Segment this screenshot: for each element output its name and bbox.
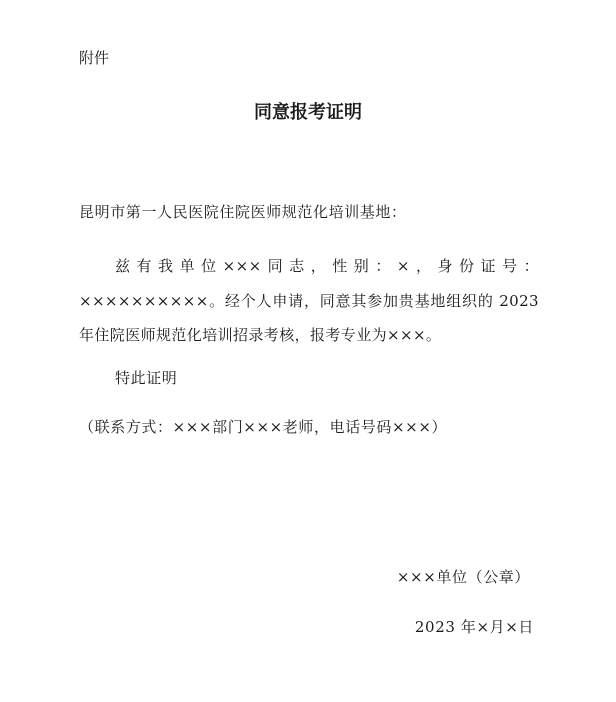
document-title: 同意报考证明 (254, 102, 362, 123)
body-paragraph: 兹有我单位×××同志，性别：×，身份证号： ××××××××××。经个人申请，同意其参加贵基地组织的 2023 年住院医师规范化培训招录考核，报考专业为×××。 (79, 257, 539, 344)
attachment-label: 附件 (79, 49, 110, 67)
contact-info: （联系方式：×××部门×××老师，电话号码×××） (79, 418, 448, 436)
addressee-line: 昆明市第一人民医院住院医师规范化培训基地： (79, 203, 407, 221)
closing-line: 特此证明 (115, 369, 178, 387)
date-line: 2023 年×月×日 (414, 618, 534, 636)
seal-line: ×××单位（公章） (396, 568, 530, 586)
